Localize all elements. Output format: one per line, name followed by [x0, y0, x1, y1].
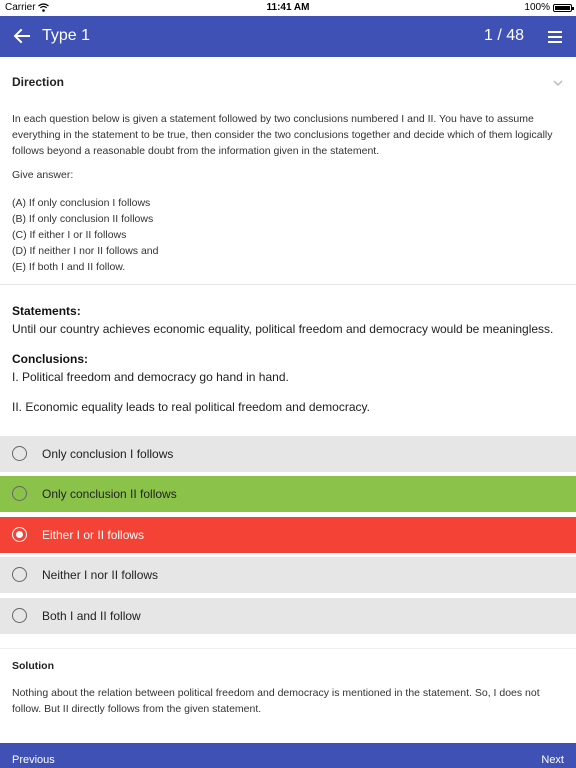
answer-key-item: (A) If only conclusion I follows	[12, 197, 151, 209]
option-1[interactable]	[0, 436, 576, 472]
statements-label: Statements:	[12, 304, 81, 318]
question-counter: 1 / 48	[484, 27, 525, 44]
chevron-down-icon[interactable]	[552, 77, 564, 89]
radio-button[interactable]	[12, 486, 27, 501]
option-label: Both I and II follow	[42, 609, 141, 623]
answer-key-item: (E) If both I and II follow.	[12, 261, 126, 273]
give-answer-label: Give answer:	[12, 169, 74, 181]
battery-icon	[553, 4, 572, 12]
answer-key-item: (C) If either I or II follows	[12, 229, 127, 241]
clock: 11:41 AM	[266, 2, 310, 13]
radio-button[interactable]	[12, 446, 27, 461]
direction-panel	[0, 57, 576, 285]
arrow-left-icon[interactable]	[10, 24, 34, 48]
conclusions-label: Conclusions:	[12, 352, 89, 366]
option-2[interactable]	[0, 476, 576, 512]
radio-button-selected[interactable]	[12, 527, 27, 542]
direction-heading: Direction	[12, 75, 65, 89]
answer-key-list	[12, 195, 158, 275]
solution-panel	[0, 648, 576, 743]
conclusion-2: II. Economic equality leads to real political freedom and democracy.	[12, 400, 370, 414]
option-label: Only conclusion I follows	[42, 447, 174, 461]
option-3[interactable]	[0, 517, 576, 553]
answer-key-item: (B) If only conclusion II follows	[12, 213, 154, 225]
answer-key-item: (D) If neither I nor II follows and	[12, 245, 159, 257]
page-title: Type 1	[42, 27, 91, 44]
next-button[interactable]: Next	[541, 754, 564, 766]
previous-button[interactable]: Previous	[12, 754, 55, 766]
direction-text: In each question below is given a statement followed by two conclusions numbered I and II. You have to assume everything in the statement to be true, then consider the two conclusions together and decide which of them logically follows beyond a reasonable doubt from the information given in the statement.	[12, 113, 553, 157]
hamburger-menu-icon[interactable]	[543, 25, 567, 49]
option-label: Only conclusion II follows	[42, 487, 177, 501]
option-label: Neither I nor II follows	[42, 568, 159, 582]
statement-text: Until our country achieves economic equality, political freedom and democracy would be meaningless.	[12, 322, 554, 336]
option-5[interactable]	[0, 598, 576, 634]
app-bar	[0, 16, 576, 57]
conclusion-1: I. Political freedom and democracy go hand in hand.	[12, 370, 289, 384]
battery-percent: 100%	[524, 2, 550, 13]
status-bar	[0, 0, 576, 16]
bottom-nav	[0, 743, 576, 768]
solution-text: Nothing about the relation between political freedom and democracy is mentioned in the statement. So, I does not follow. But II directly follows from the given statement.	[12, 687, 540, 715]
radio-button[interactable]	[12, 608, 27, 623]
option-4[interactable]	[0, 557, 576, 593]
solution-heading: Solution	[12, 660, 54, 672]
carrier-label: Carrier	[5, 2, 36, 13]
option-label: Either I or II follows	[42, 528, 145, 542]
radio-button[interactable]	[12, 567, 27, 582]
